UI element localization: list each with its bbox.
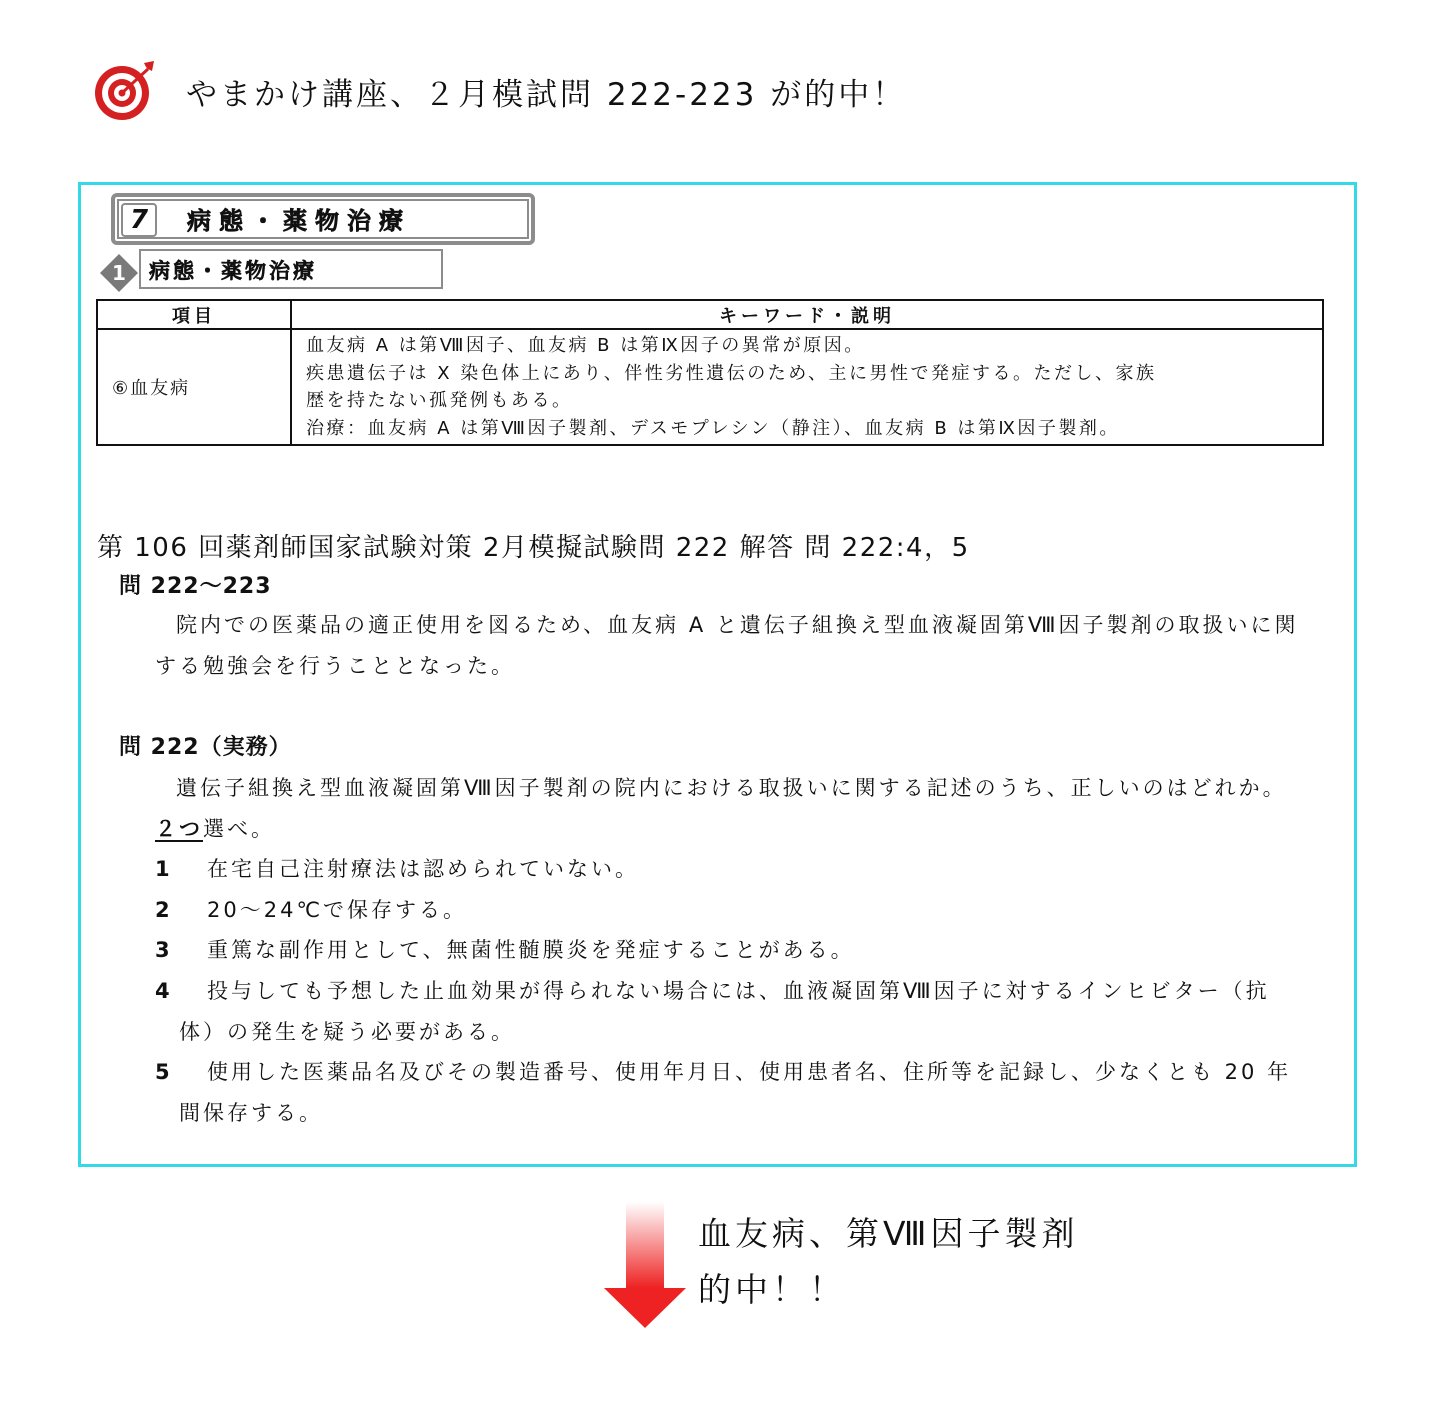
choice-number: 1 [155, 857, 173, 881]
choice-item [155, 930, 1305, 971]
chapter-tab [111, 193, 535, 245]
choice-number: 5 [155, 1060, 173, 1084]
target-icon [92, 59, 156, 123]
question-heading: 問 222（実務） [119, 735, 292, 760]
question-text [155, 768, 1305, 850]
chapter-title: 病態・薬物治療 [187, 206, 411, 235]
table-header-keyword: キーワード・説明 [291, 300, 1323, 329]
table-row [97, 329, 1323, 445]
choice-item [155, 971, 1305, 1053]
table-cell-item: ⑥血友病 [97, 329, 291, 445]
table-cell-description [291, 329, 1323, 445]
section-label [139, 249, 443, 289]
choice-number: 3 [155, 938, 173, 962]
keyword-table [96, 299, 1324, 446]
question-group-text: 院内での医薬品の適正使用を図るため、血友病 A と遺伝子組換え型血液凝固第Ⅷ因子製剤の取扱いに関する勉強会を行うこととなった。 [155, 613, 1299, 678]
header [92, 56, 906, 126]
choice-text: 20～24℃で保存する。 [207, 898, 468, 922]
result-line-1: 血友病、第Ⅷ因子製剤 [698, 1214, 1079, 1253]
down-arrow-icon [604, 1202, 686, 1330]
question-group-heading: 問 222～223 [119, 574, 272, 599]
choice-item [155, 849, 1305, 890]
exam-title: 第 106 回薬剤師国家試験対策 2月模擬試験問 222 解答 問 222:4，5 [97, 533, 970, 563]
choice-item [155, 1052, 1305, 1134]
table-header-item: 項目 [97, 300, 291, 329]
choice-text: 使用した医薬品名及びその製造番号、使用年月日、使用患者名、住所等を記録し、少なくとも 20 年間保存する。 [179, 1060, 1292, 1125]
chapter-number: 7 [121, 203, 157, 237]
choice-text: 在宅自己注射療法は認められていない。 [207, 857, 639, 881]
choice-number: 2 [155, 898, 173, 922]
question-text-main: 遺伝子組換え型血液凝固第Ⅷ因子製剤の院内における取扱いに関する記述のうち、正しいのはどれか。 [176, 776, 1287, 800]
section-number: 1 [112, 261, 126, 285]
header-title: やまかけ講座、２月模試問 222-223 が的中！ [186, 76, 907, 113]
choice-number: 4 [155, 979, 173, 1003]
result-line-2: 的中！！ [698, 1270, 846, 1309]
description-line: 血友病 A は第Ⅷ因子、血友病 B は第Ⅸ因子の異常が原因。 [306, 335, 865, 356]
description-line: 治療：血友病 A は第Ⅷ因子製剤、デスモプレシン（静注）、血友病 B は第Ⅸ因子製剤。 [306, 417, 1120, 439]
question-emphasis: ２つ [155, 817, 203, 841]
description-line: 疾患遺伝子は X 染色体上にあり、伴性劣性遺伝のため、主に男性で発症する。ただし、家族 [306, 362, 1157, 384]
choice-item [155, 890, 1305, 931]
choice-text: 重篤な副作用として、無菌性髄膜炎を発症することがある。 [207, 938, 855, 962]
excerpt-frame [78, 182, 1357, 1167]
section-number-diamond-icon [99, 253, 139, 293]
description-line: 歴を持たない孤発例もある。 [306, 390, 573, 411]
choice-text: 投与しても予想した止血効果が得られない場合には、血液凝固第Ⅷ因子に対するインヒビター（抗体）の発生を疑う必要がある。 [179, 979, 1270, 1044]
question-text-end: 選べ。 [203, 817, 275, 841]
section-title: 病態・薬物治療 [149, 258, 317, 283]
